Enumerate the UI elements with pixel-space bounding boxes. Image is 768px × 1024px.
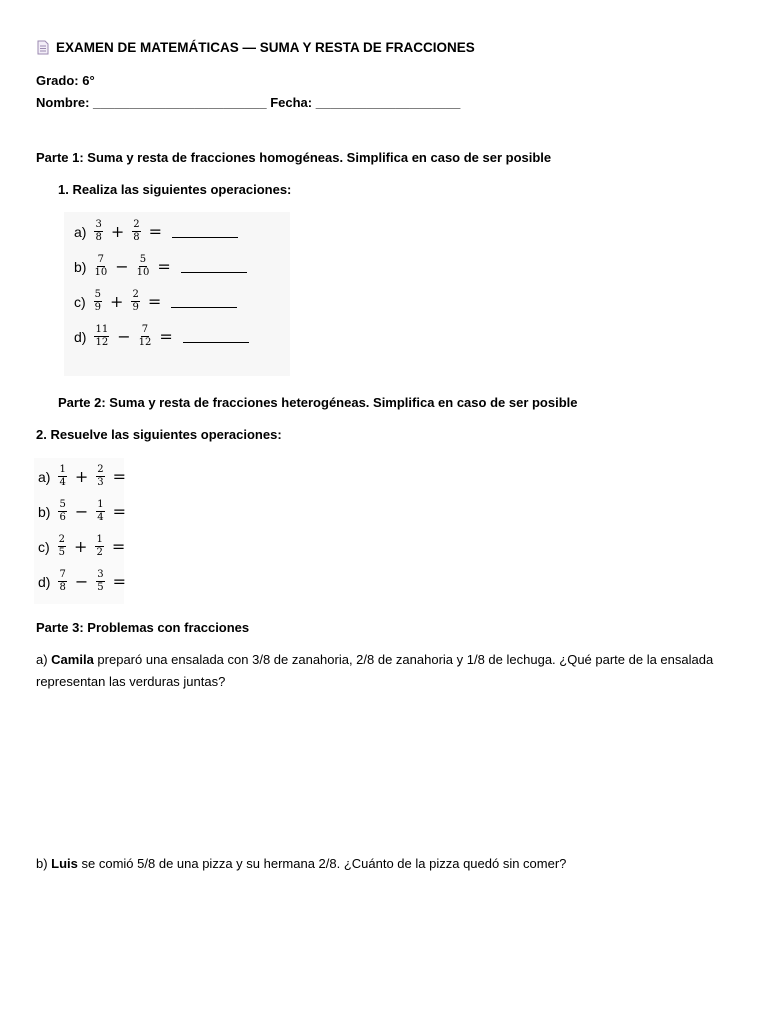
problem-b-label: b) <box>36 856 52 871</box>
fraction <box>94 290 102 313</box>
numerator: 5 <box>94 289 102 300</box>
title-text: EXAMEN DE MATEMÁTICAS — SUMA Y RESTA DE FRACCIONES <box>56 40 475 55</box>
operator: − <box>74 572 89 591</box>
problem-a-label: a) <box>36 652 52 667</box>
parte2-heading: Parte 2: Suma y resta de fracciones heterogéneas. Simplifica en caso de ser posible <box>58 395 578 410</box>
operator: + <box>110 292 124 311</box>
equals-sign: = <box>159 327 173 346</box>
numerator: 2 <box>58 534 66 545</box>
denominator: 8 <box>95 232 102 243</box>
denominator: 4 <box>97 512 104 523</box>
problem-a-name: Camila <box>51 652 94 667</box>
denominator: 12 <box>138 337 152 348</box>
nombre-field <box>36 95 460 110</box>
problem-a-text: preparó una ensalada con 3/8 de zanahoria, 2/8 de zanahoria y 1/8 de lechuga. ¿Qué parte de la ensalada representan las verduras juntas? <box>36 652 714 689</box>
denominator: 5 <box>58 547 66 558</box>
operation-row <box>38 570 132 593</box>
problem-b-text: se comió 5/8 de una pizza y su hermana 2/8. ¿Cuánto de la pizza quedó sin comer? <box>77 856 567 871</box>
operation-label: a) <box>74 223 87 240</box>
parte1-heading: Parte 1: Suma y resta de fracciones homogéneas. Simplifica en caso de ser posible <box>36 150 552 165</box>
fraction <box>94 220 102 243</box>
denominator: 3 <box>97 477 104 488</box>
numerator: 2 <box>97 464 104 475</box>
denominator: 12 <box>95 337 109 348</box>
problem-b-name: Luis <box>51 856 78 871</box>
numerator: 3 <box>97 569 104 580</box>
operator: − <box>117 327 131 346</box>
fraction <box>139 325 152 348</box>
operation-row <box>38 535 131 558</box>
fraction <box>132 220 140 243</box>
equals-sign: = <box>112 572 127 591</box>
operation-label: c) <box>74 293 86 310</box>
operation-row <box>74 220 238 243</box>
document-icon <box>36 40 50 55</box>
operation-row <box>74 290 237 313</box>
operator: − <box>115 257 129 276</box>
fraction <box>58 465 66 488</box>
denominator: 10 <box>136 267 150 278</box>
fraction <box>58 535 66 558</box>
denominator: 10 <box>94 267 108 278</box>
equals-sign: = <box>111 537 126 556</box>
equals-sign: = <box>112 467 127 486</box>
fraction <box>95 535 103 558</box>
fraction <box>137 255 150 278</box>
fraction <box>58 570 66 593</box>
answer-blank[interactable] <box>183 330 249 343</box>
operation-row <box>74 255 247 278</box>
fraction <box>94 255 107 278</box>
fraction <box>58 500 66 523</box>
operator: + <box>110 222 125 241</box>
fraction <box>94 325 109 348</box>
numerator: 11 <box>95 324 109 335</box>
equals-sign: = <box>157 257 171 276</box>
answer-blank[interactable] <box>171 295 237 308</box>
equals-sign: = <box>148 222 163 241</box>
denominator: 4 <box>59 477 66 488</box>
fraction <box>131 290 139 313</box>
operation-label: b) <box>74 258 87 275</box>
parte1-instruction: 1. Realiza las siguientes operaciones: <box>58 182 292 197</box>
numerator: 7 <box>141 324 149 335</box>
fecha-label: Fecha: ____________________ <box>270 95 461 110</box>
answer-blank[interactable] <box>172 225 238 238</box>
equals-sign: = <box>147 292 162 311</box>
numerator: 5 <box>59 499 66 510</box>
numerator: 2 <box>132 289 139 300</box>
numerator: 1 <box>97 499 104 510</box>
numerator: 2 <box>133 219 140 230</box>
fraction <box>96 570 104 593</box>
denominator: 9 <box>94 302 102 313</box>
operation-label: c) <box>38 538 50 555</box>
numerator: 1 <box>59 464 66 475</box>
parte3-heading: Parte 3: Problemas con fracciones <box>36 620 250 635</box>
operation-row <box>38 465 132 488</box>
operation-label: b) <box>38 503 51 520</box>
nombre-label: Nombre: ________________________ <box>36 95 267 110</box>
page-title <box>36 40 475 55</box>
operator: + <box>74 467 89 486</box>
equals-sign: = <box>112 502 127 521</box>
operation-label: a) <box>38 468 51 485</box>
numerator: 7 <box>97 254 104 265</box>
operator: − <box>74 502 89 521</box>
operator: + <box>74 537 88 556</box>
denominator: 6 <box>59 512 66 523</box>
operation-row <box>74 325 249 348</box>
denominator: 8 <box>133 232 140 243</box>
operation-label: d) <box>38 573 51 590</box>
denominator: 8 <box>59 582 66 593</box>
answer-blank[interactable] <box>181 260 247 273</box>
grado-label: Grado: 6° <box>36 73 95 88</box>
operation-row <box>38 500 132 523</box>
fraction <box>96 500 104 523</box>
numerator: 3 <box>95 219 102 230</box>
denominator: 5 <box>97 582 104 593</box>
fraction <box>96 465 104 488</box>
operation-label: d) <box>74 328 87 345</box>
problem-a <box>36 649 716 693</box>
numerator: 7 <box>59 569 66 580</box>
numerator: 1 <box>96 534 103 545</box>
problem-b <box>36 853 716 875</box>
denominator: 2 <box>96 547 103 558</box>
denominator: 9 <box>132 302 139 313</box>
parte2-instruction: 2. Resuelve las siguientes operaciones: <box>36 427 282 442</box>
numerator: 5 <box>139 254 147 265</box>
